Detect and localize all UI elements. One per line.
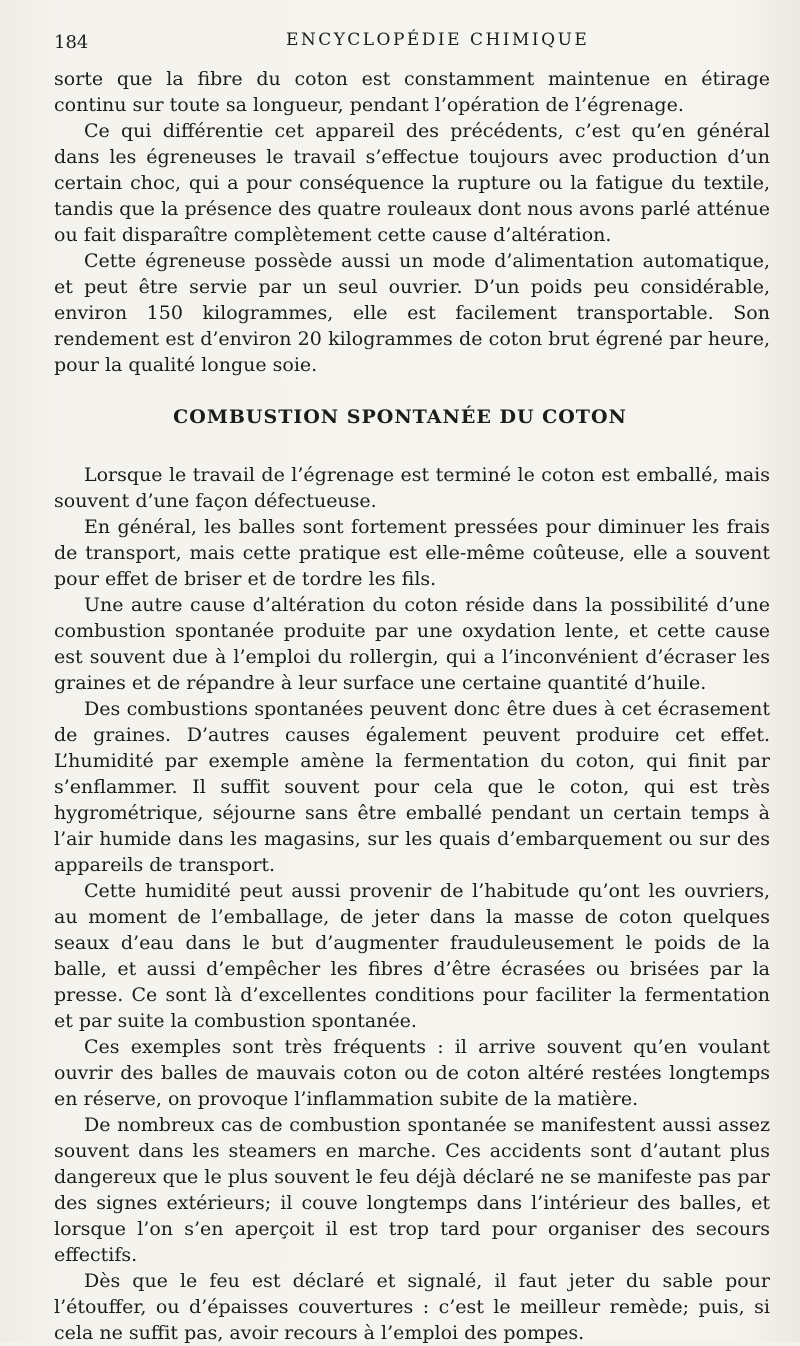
paragraph: Des combustions spontanées peuvent donc être dues à cet écrasement de graines. D’autres causes également peuvent produire cet effet. L’humidité par exemple amène la fermentation du coton, qui finit par s’enflammer. Il suffit souvent pour cela que le coton, qui est très hygrométrique, séjourne sans être emballé pendant un certain temps à l’air humide dans les magasins, sur les quais d’embarquement ou sur des appareils de transport.	[54, 698, 770, 876]
paragraph: Lorsque le travail de l’égrenage est terminé le coton est emballé, mais souvent d’une façon défectueuse.	[54, 464, 770, 512]
paragraph: Cette égreneuse possède aussi un mode d’alimentation automatique, et peut être servie par un seul ouvrier. D’un poids peu considérable, environ 150 kilogrammes, elle est facilement transportable. Son rendement est d’environ 20 kilogrammes de coton brut égrené par heure, pour la qualité longue soie.	[54, 250, 770, 376]
text-block-before-section	[54, 66, 770, 378]
paragraph: De nombreux cas de combustion spontanée se manifestent aussi assez souvent dans les steamers en marche. Ces accidents sont d’autant plus dangereux que le plus souvent le feu déjà déclaré ne se manifeste pas par des signes extérieurs; il couve longtemps dans l’intérieur des balles, et lorsque l’on s’en aperçoit il est trop tard pour organiser des secours effectifs.	[54, 1114, 770, 1266]
paragraph: Dès que le feu est déclaré et signalé, il faut jeter du sable pour l’étouffer, ou d’épaisses couvertures : c’est le meilleur remède; puis, si cela ne suffit pas, avoir recours à l’emploi des pompes.	[54, 1270, 770, 1344]
paragraph: En général, les balles sont fortement pressées pour diminuer les frais de transport, mais cette pratique est elle-même coûteuse, elle a souvent pour effet de briser et de tordre les fils.	[54, 516, 770, 590]
paragraph: Ce qui différentie cet appareil des précédents, c’est qu’en général dans les égreneuses le travail s’effectue toujours avec production d’un certain choc, qui a pour conséquence la rupture ou la fatigue du textile, tandis que la présence des quatre rouleaux dont nous avons parlé atténue ou fait disparaître complètement cette cause d’altération.	[54, 120, 770, 246]
paragraph: Cette humidité peut aussi provenir de l’habitude qu’ont les ouvriers, au moment de l’emballage, de jeter dans la masse de coton quelques seaux d’eau dans le but d’augmenter frauduleusement le poids de la balle, et aussi d’empêcher les fibres d’être écrasées ou brisées par la presse. Ce sont là d’excellentes conditions pour faciliter la fermentation et par suite la combustion spontanée.	[54, 880, 770, 1032]
text-block-after-section	[54, 462, 770, 1346]
section-heading: COMBUSTION SPONTANÉE DU COTON	[173, 406, 627, 428]
paragraph: sorte que la fibre du coton est constamment maintenue en étirage continu sur toute sa longueur, pendant l’opération de l’égrenage.	[54, 68, 770, 116]
running-title: ENCYCLOPÉDIE CHIMIQUE	[286, 30, 590, 50]
paragraph: Ces exemples sont très fréquents : il arrive souvent qu’en voulant ouvrir des balles de mauvais coton ou de coton altéré restées longtemps en réserve, on provoque l’inflammation subite de la matière.	[54, 1036, 770, 1110]
page-number: 184	[54, 32, 89, 53]
page-header	[54, 30, 770, 54]
paragraph: Une autre cause d’altération du coton réside dans la possibilité d’une combustion spontanée produite par une oxydation lente, et cette cause est souvent due à l’emploi du rollergin, qui a l’inconvénient d’écraser les graines et de répandre à leur surface une certaine quantité d’huile.	[54, 594, 770, 694]
